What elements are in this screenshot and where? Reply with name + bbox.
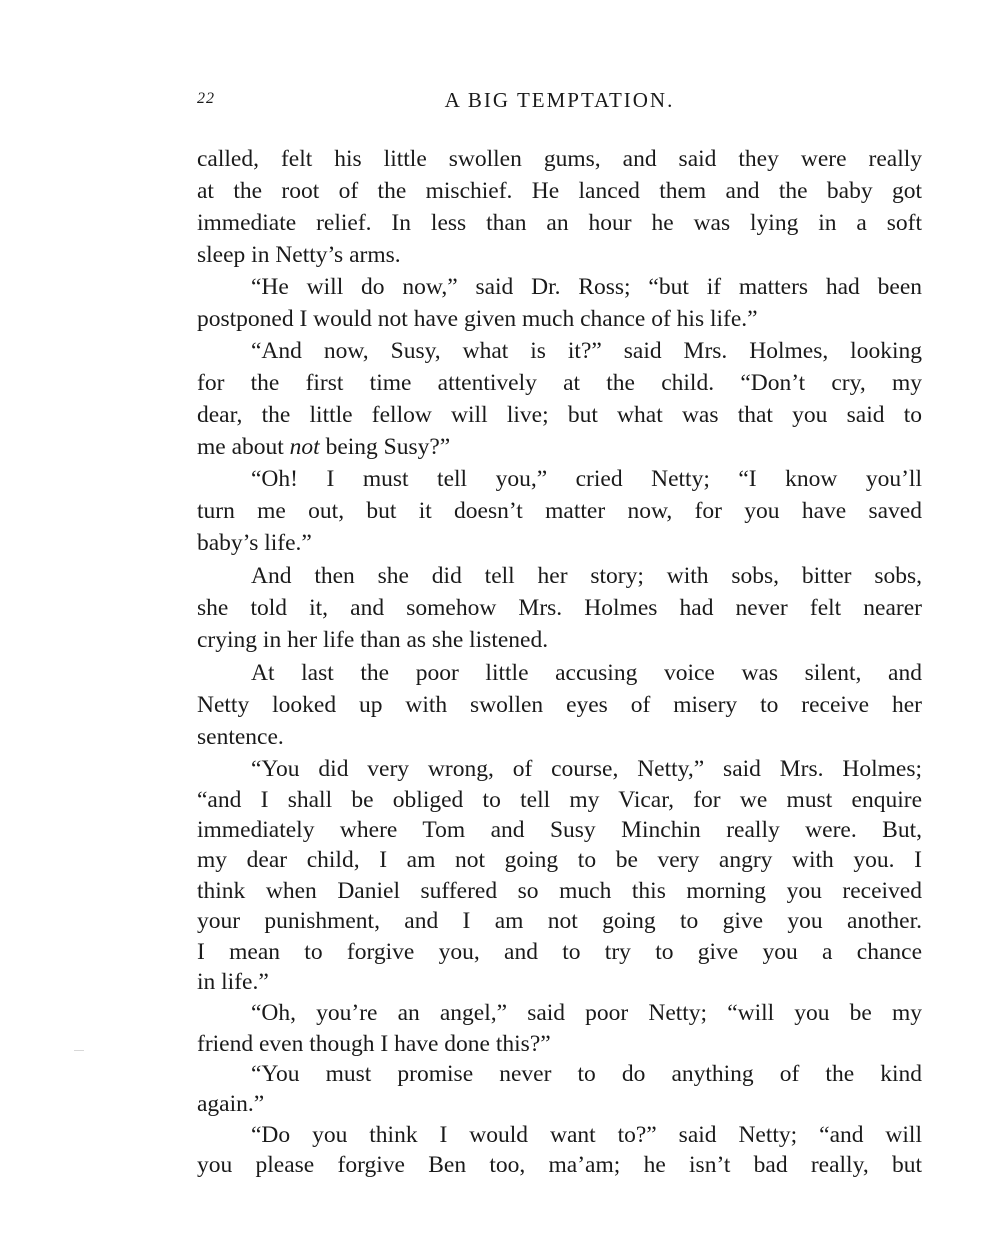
text-line: “You did very wrong, of course, Netty,” said Mrs. Holmes;	[251, 756, 922, 782]
text-line: dear, the little fellow will live; but what was that you said to	[197, 402, 922, 428]
text-line: in life.”	[197, 969, 269, 995]
text-line: “Oh! I must tell you,” cried Netty; “I know you’ll	[251, 466, 922, 492]
page-number: 22	[197, 90, 215, 107]
emphasized-word: not	[289, 434, 320, 460]
text-line: Netty looked up with swollen eyes of misery to receive her	[197, 692, 922, 718]
text-line: again.”	[197, 1091, 265, 1117]
text-line: “Oh, you’re an angel,” said poor Netty; “will you be my	[251, 1000, 922, 1026]
text-line: baby’s life.”	[197, 530, 312, 556]
text-line: for the first time attentively at the child. “Don’t cry, my	[197, 370, 922, 396]
text-line: sleep in Netty’s arms.	[197, 242, 401, 268]
text-fragment: being Susy?”	[325, 434, 451, 460]
text-line: friend even though I have done this?”	[197, 1031, 551, 1057]
text-line: called, felt his little swollen gums, and said they were really	[197, 146, 922, 172]
text-line: immediately where Tom and Susy Minchin really were. But,	[197, 817, 922, 843]
text-line: crying in her life than as she listened.	[197, 627, 549, 653]
text-line	[197, 431, 922, 463]
text-line: “and I shall be obliged to tell my Vicar, for we must enquire	[197, 787, 922, 813]
text-line: turn me out, but it doesn’t matter now, for you have saved	[197, 498, 922, 524]
text-line: sentence.	[197, 724, 284, 750]
text-line: “Do you think I would want to?” said Netty; “and will	[251, 1122, 922, 1148]
text-line: think when Daniel suffered so much this morning you received	[197, 878, 922, 904]
text-line: your punishment, and I am not going to give you another.	[197, 908, 922, 934]
text-line: at the root of the mischief. He lanced them and the baby got	[197, 178, 922, 204]
text-line: immediate relief. In less than an hour he was lying in a soft	[197, 210, 922, 236]
margin-mark	[74, 1050, 84, 1051]
running-header	[197, 88, 922, 118]
text-line: postponed I would not have given much chance of his life.”	[197, 306, 758, 332]
text-line: At last the poor little accusing voice was silent, and	[251, 660, 922, 686]
text-line: “He will do now,” said Dr. Ross; “but if matters had been	[251, 274, 922, 300]
text-fragment: me about	[197, 434, 284, 460]
text-line: “You must promise never to do anything of the kind	[251, 1061, 922, 1087]
text-line: she told it, and somehow Mrs. Holmes had never felt nearer	[197, 595, 922, 621]
running-title: A BIG TEMPTATION.	[444, 88, 675, 112]
text-line: you please forgive Ben too, ma’am; he isn’t bad really, but	[197, 1152, 922, 1178]
text-line: I mean to forgive you, and to try to give you a chance	[197, 939, 922, 965]
text-line: And then she did tell her story; with sobs, bitter sobs,	[251, 563, 922, 589]
text-line: my dear child, I am not going to be very angry with you. I	[197, 847, 922, 873]
text-line: “And now, Susy, what is it?” said Mrs. Holmes, looking	[251, 338, 922, 364]
